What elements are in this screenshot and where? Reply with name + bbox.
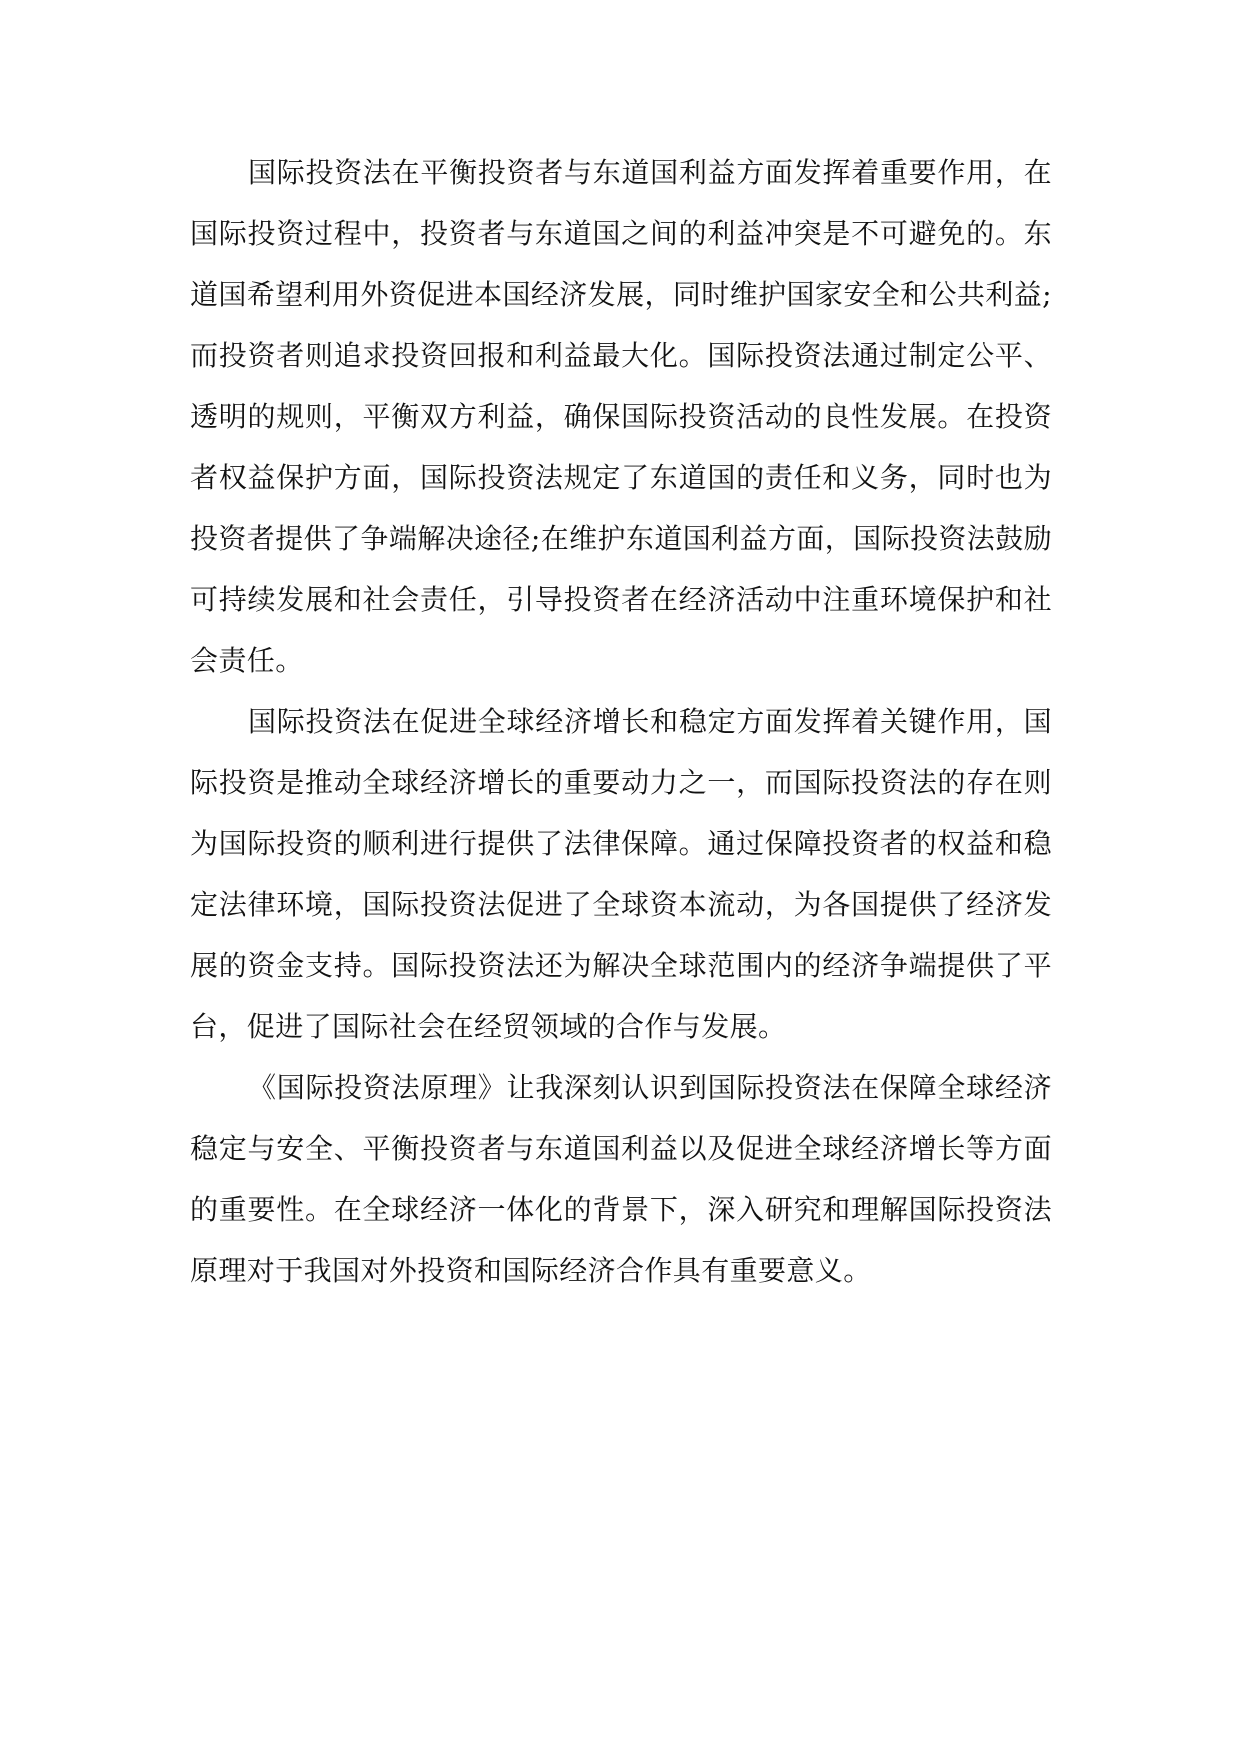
paragraph-conclusion: 《国际投资法原理》让我深刻认识到国际投资法在保障全球经济稳定与安全、平衡投资者与东道国利益以及促进全球经济增长等方面的重要性。在全球经济一体化的背景下，深入研究和理解国际投资法原理对于我国对外投资和国际经济合作具有重要意义。 (190, 1071, 1052, 1287)
document-body (190, 142, 1052, 1301)
paragraph-global-growth: 国际投资法在促进全球经济增长和稳定方面发挥着关键作用，国际投资是推动全球经济增长的重要动力之一，而国际投资法的存在则为国际投资的顺利进行提供了法律保障。通过保障投资者的权益和稳定法律环境，国际投资法促进了全球资本流动，为各国提供了经济发展的资金支持。国际投资法还为解决全球范围内的经济争端提供了平台，促进了国际社会在经贸领域的合作与发展。 (190, 705, 1052, 1043)
paragraph-balancing-interests: 国际投资法在平衡投资者与东道国利益方面发挥着重要作用，在国际投资过程中，投资者与东道国之间的利益冲突是不可避免的。东道国希望利用外资促进本国经济发展，同时维护国家安全和公共利益;而投资者则追求投资回报和利益最大化。国际投资法通过制定公平、透明的规则，平衡双方利益，确保国际投资活动的良性发展。在投资者权益保护方面，国际投资法规定了东道国的责任和义务，同时也为投资者提供了争端解决途径;在维护东道国利益方面，国际投资法鼓励可持续发展和社会责任，引导投资者在经济活动中注重环境保护和社会责任。 (190, 156, 1052, 677)
